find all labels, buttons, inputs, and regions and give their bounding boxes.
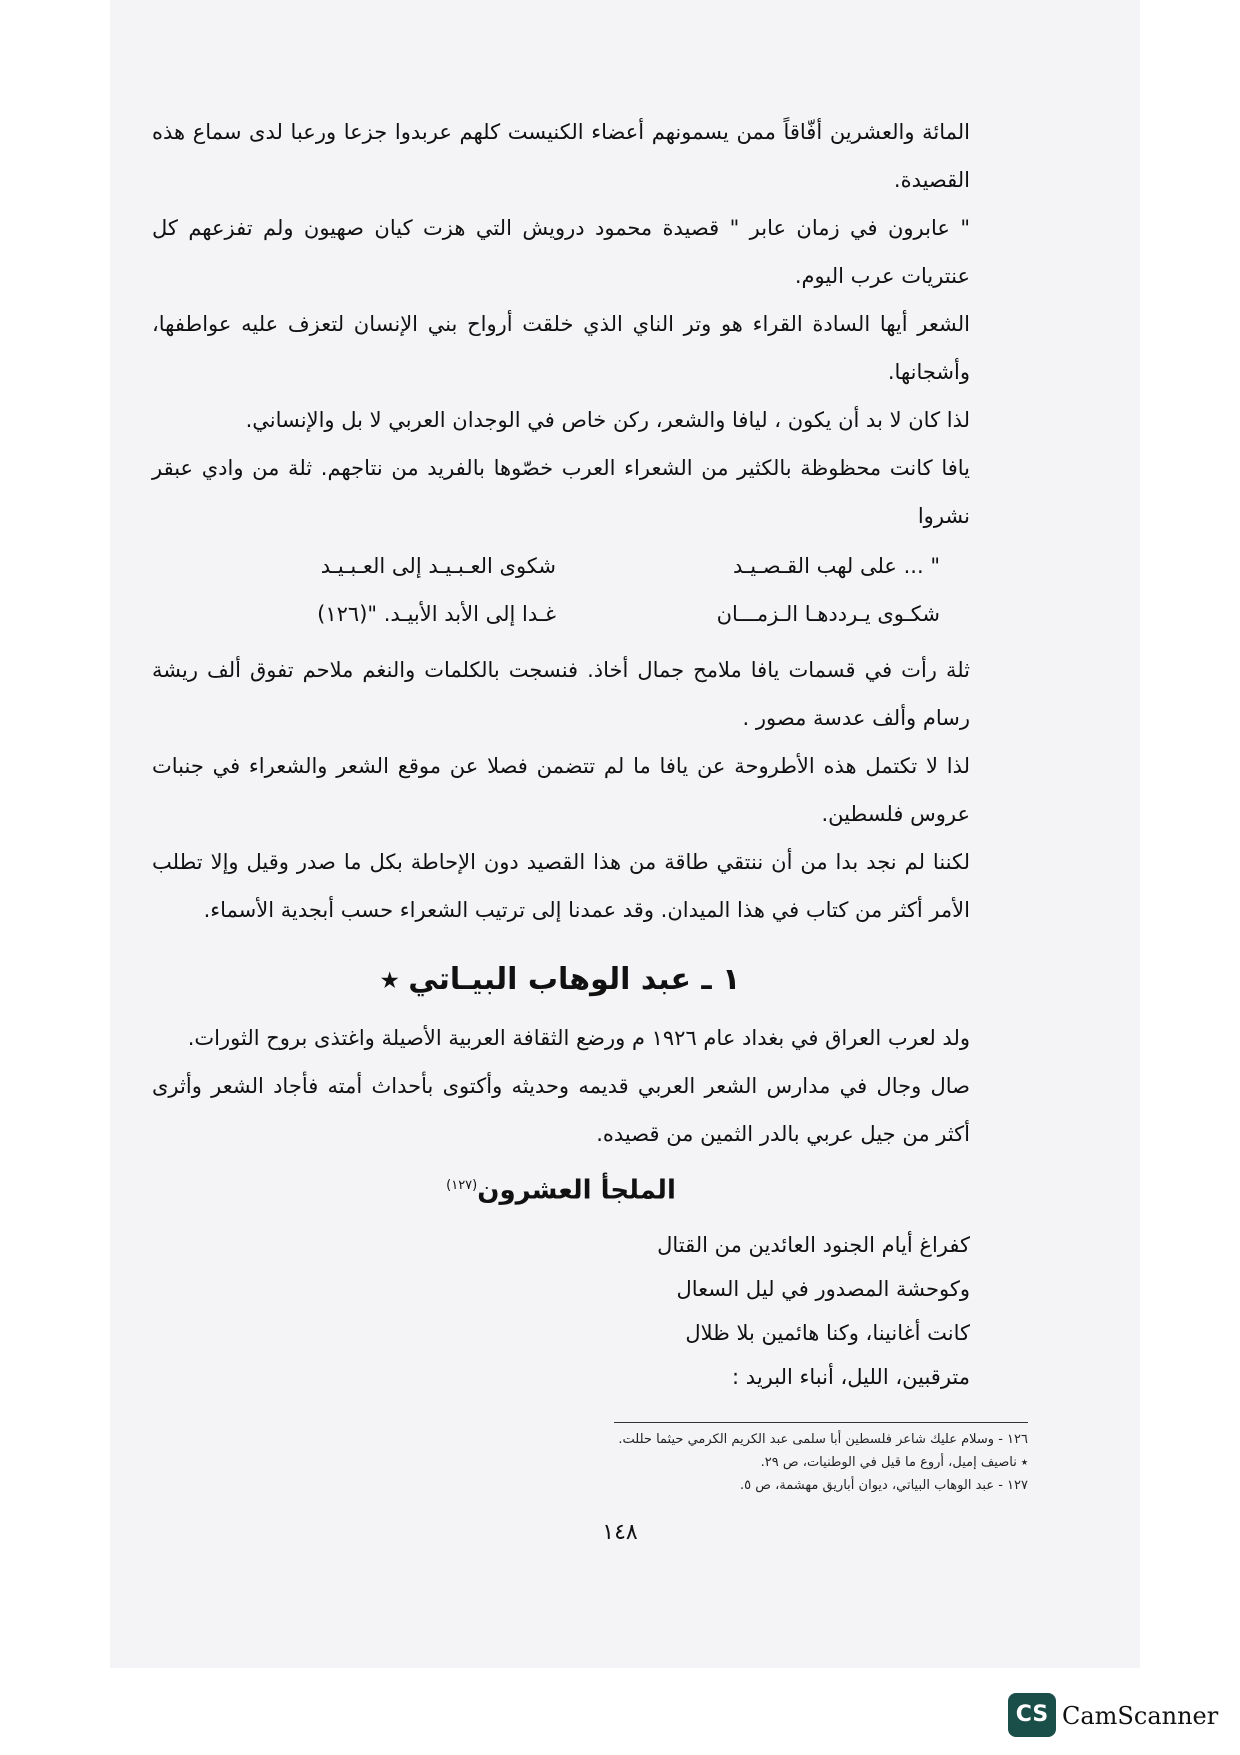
footnotes: [560, 1428, 1028, 1497]
footnote: ⭑ ناصيف إميل، أروع ما قيل في الوطنيات، ص ٢٩.: [760, 1455, 1028, 1470]
paragraph: الشعر أيها السادة القراء هو وتر الناي الذي خلقت أرواح بني الإنسان لتعزف عليه عواطفها، وأشجانها.: [152, 312, 970, 384]
poem-line: كفراغ أيام الجنود العائدين من القتال: [657, 1232, 970, 1257]
paragraph: ثلة رأت في قسمات يافا ملامح جمال أخاذ. فنسجت بالكلمات والنغم ملاحم تفوق ألف ريشة رسام وألف عدسة مصور .: [152, 658, 970, 730]
poem: [152, 1223, 970, 1399]
footnote-divider: [614, 1422, 1028, 1423]
poem-title-text: الملجأ العشرون: [477, 1175, 676, 1206]
camscanner-watermark: CamScanner: [1062, 1702, 1219, 1730]
footnote: ١٢٧ - عبد الوهاب البياتي، ديوان أباريق مهشمة، ص ٥.: [740, 1478, 1028, 1493]
quoted-verse: [232, 542, 940, 638]
verse-line: شكـوى يـرددهـا الـزمـــان: [716, 602, 940, 626]
paragraph: " عابرون في زمان عابر " قصيدة محمود درويش التي هزت كيان صهيون ولم تفزعهم كل عنتريات عرب اليوم.: [152, 216, 970, 288]
paragraph: لكننا لم نجد بدا من أن ننتقي طاقة من هذا القصيد دون الإحاطة بكل ما صدر وقيل وإلا تطلب الأمر أكثر من كتاب في هذا الميدان. وقد عمدنا إلى ترتيب الشعراء حسب أبجدية الأسماء.: [152, 850, 970, 922]
poem-title: [152, 1162, 970, 1215]
verse-line: شكوى العـبـيـد إلى العـبـيـد: [320, 554, 556, 578]
paragraph: المائة والعشرين أفّاقاً ممن يسمونهم أعضاء الكنيست كلهم عربدوا جزعا ورعبا لدى سماع هذه القصيدة.: [152, 120, 970, 192]
poem-line: كانت أغانينا، وكنا هائمين بلا ظلال: [685, 1320, 970, 1345]
paragraph: ولد لعرب العراق في بغداد عام ١٩٢٦ م ورضع الثقافة العربية الأصيلة واغتذى بروح الثورات.: [187, 1026, 970, 1050]
poem-footnote-ref: (١٢٧): [446, 1178, 478, 1193]
verse-line: " ... على لهب القـصـيـد: [733, 554, 940, 578]
page-number: ١٤٨: [602, 1520, 638, 1545]
footnote: ١٢٦ - وسلام عليك شاعر فلسطين أبا سلمى عبد الكريم الكرمي حيثما حللت.: [618, 1432, 1028, 1447]
paragraph: لذا كان لا بد أن يكون ، ليافا والشعر، ركن خاص في الوجدان العربي لا بل والإنساني.: [245, 408, 970, 432]
page-body: [152, 108, 970, 1399]
paragraph: صال وجال في مدارس الشعر العربي قديمه وحديثه وأكتوى بأحداث أمته فأجاد الشعر وأثرى أكثر من جيل عربي بالدر الثمين من قصيده.: [152, 1074, 970, 1146]
verse-line: غـدا إلى الأبد الأبيـد. "(١٢٦): [317, 602, 556, 626]
poem-line: مترقبين، الليل، أنباء البريد :: [732, 1364, 970, 1389]
paragraph: يافا كانت محظوظة بالكثير من الشعراء العرب خصّوها بالفريد من نتاجهم. ثلة من وادي عبقر نشروا: [152, 456, 970, 528]
paragraph: لذا لا تكتمل هذه الأطروحة عن يافا ما لم تتضمن فصلا عن موقع الشعر والشعراء في جنبات عروس فلسطين.: [152, 754, 970, 826]
poem-line: وكوحشة المصدور في ليل السعال: [676, 1276, 970, 1301]
camscanner-logo-icon: CS: [1008, 1693, 1056, 1737]
section-heading: ١ ـ عبد الوهاب البيـاتي ⭑: [381, 962, 741, 997]
